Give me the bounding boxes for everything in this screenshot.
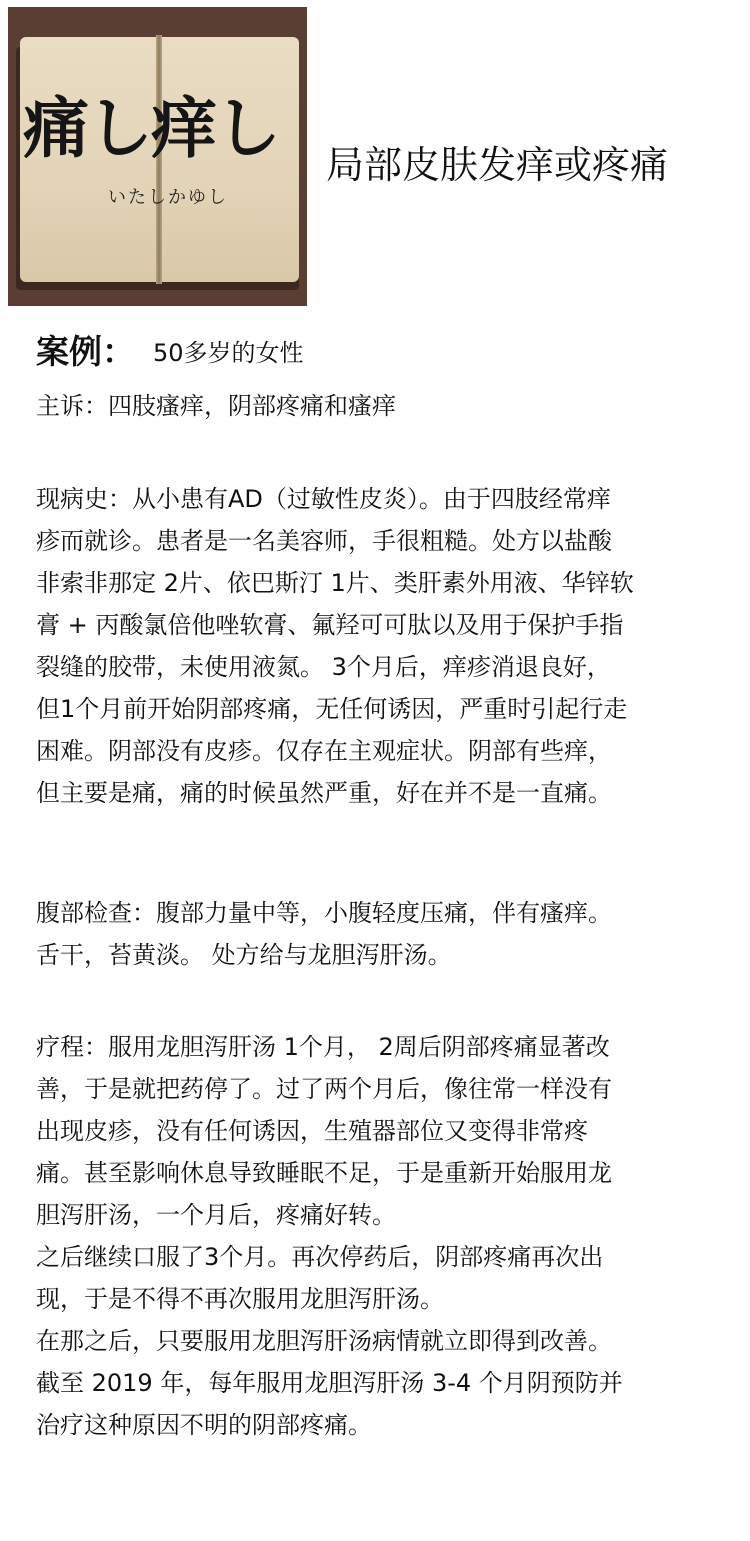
course-line: 疗程：服用龙胆泻肝汤 1个月， 2周后阴部疼痛显著改 xyxy=(36,1033,610,1061)
course-line: 胆泻肝汤，一个月后，疼痛好转。 xyxy=(36,1201,396,1229)
header-book-image xyxy=(8,7,307,306)
course-line: 截至 2019 年，每年服用龙胆泻肝汤 3-4 个月阴预防并 xyxy=(36,1369,623,1397)
history-line: 但1个月前开始阴部疼痛，无任何诱因，严重时引起行走 xyxy=(36,695,628,723)
course-line: 治疗这种原因不明的阴部疼痛。 xyxy=(36,1411,372,1439)
exam-paragraph xyxy=(36,892,726,976)
book-title: 痛し痒し xyxy=(23,89,279,167)
history-line: 非索非那定 2片、依巴斯汀 1片、类肝素外用液、华锌软 xyxy=(36,569,634,597)
history-line: 膏 + 丙酸氯倍他唑软膏、氟羟可可肽以及用于保护手指 xyxy=(36,611,624,639)
chief-complaint: 主诉：四肢瘙痒，阴部疼痛和瘙痒 xyxy=(36,392,396,420)
exam-line: 舌干，苔黄淡。 处方给与龙胆泻肝汤。 xyxy=(36,941,452,969)
case-value: 50多岁的女性 xyxy=(153,339,304,367)
course-line: 善，于是就把药停了。过了两个月后，像往常一样没有 xyxy=(36,1075,612,1103)
exam-line: 腹部检查：腹部力量中等，小腹轻度压痛，伴有瘙痒。 xyxy=(36,899,612,927)
course-line: 出现皮疹，没有任何诱因，生殖器部位又变得非常疼 xyxy=(36,1117,588,1145)
case-row xyxy=(36,326,304,373)
history-line: 现病史：从小患有AD（过敏性皮炎）。由于四肢经常痒 xyxy=(36,485,611,513)
history-line: 困难。阴部没有皮疹。仅存在主观症状。阴部有些痒， xyxy=(36,737,612,765)
history-paragraph xyxy=(36,478,726,814)
history-line: 疹而就诊。患者是一名美容师，手很粗糙。处方以盐酸 xyxy=(36,527,612,555)
course-paragraph xyxy=(36,1026,726,1446)
history-line: 但主要是痛，痛的时候虽然严重，好在并不是一直痛。 xyxy=(36,779,612,807)
course-line: 痛。甚至影响休息导致睡眠不足，于是重新开始服用龙 xyxy=(36,1159,612,1187)
case-label: 案例： xyxy=(36,332,135,371)
course-line: 在那之后，只要服用龙胆泻肝汤病情就立即得到改善。 xyxy=(36,1327,612,1355)
book-subtitle: いたしかゆし xyxy=(108,187,228,208)
course-line: 之后继续口服了3个月。再次停药后，阴部疼痛再次出 xyxy=(36,1243,604,1271)
page-title: 局部皮肤发痒或疼痛 xyxy=(326,143,669,187)
course-line: 现，于是不得不再次服用龙胆泻肝汤。 xyxy=(36,1285,444,1313)
history-line: 裂缝的胶带，未使用液氮。 3个月后，痒疹消退良好， xyxy=(36,653,611,681)
